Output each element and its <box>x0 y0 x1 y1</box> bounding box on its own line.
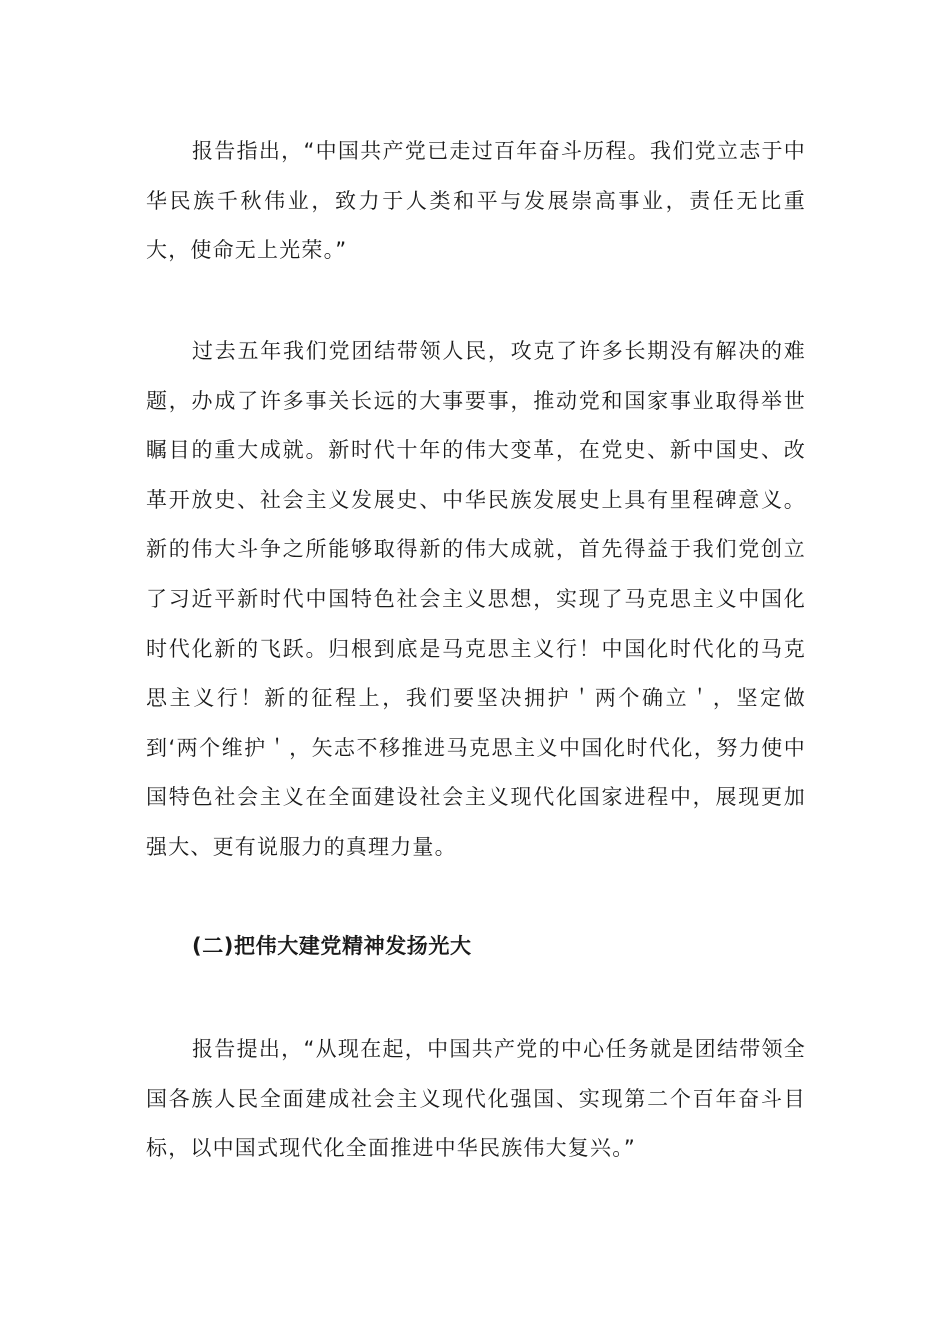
section-heading: (二)把伟大建党精神发扬光大 <box>192 934 472 958</box>
paragraph-five-years-achievements: 过去五年我们党团结带领人民，攻克了许多长期没有解决的难题，办成了许多事关长远的大事要事，推动党和国家事业取得举世瞩目的重大成就。新时代十年的伟大变革，在党史、新中国史、改革开放史、社会主义发展史、中华民族发展史上具有里程碑意义。新的伟大斗争之所能够取得新的伟大成就，首先得益于我们党创立了习近平新时代中国特色社会主义思想，实现了马克思主义中国化时代化新的飞跃。归根到底是马克思主义行！中国化时代化的马克思主义行！新的征程上，我们要坚决拥护＇两个确立＇，坚定做到‘两个维护＇，矢志不移推进马克思主义中国化时代化，努力使中国特色社会主义在全面建设社会主义现代化国家进程中，展现更加强大、更有说服力的真理力量。 <box>146 339 806 859</box>
paragraph-central-task: 报告提出，“从现在起，中国共产党的中心任务就是团结带领全国各族人民全面建成社会主义现代化强国、实现第二个百年奋斗目标，以中国式现代化全面推进中华民族伟大复兴。” <box>146 1037 806 1161</box>
paragraph-report-centenary: 报告指出，“中国共产党已走过百年奋斗历程。我们党立志于中华民族千秋伟业，致力于人类和平与发展崇高事业，责任无比重大，使命无上光荣。” <box>146 139 806 263</box>
